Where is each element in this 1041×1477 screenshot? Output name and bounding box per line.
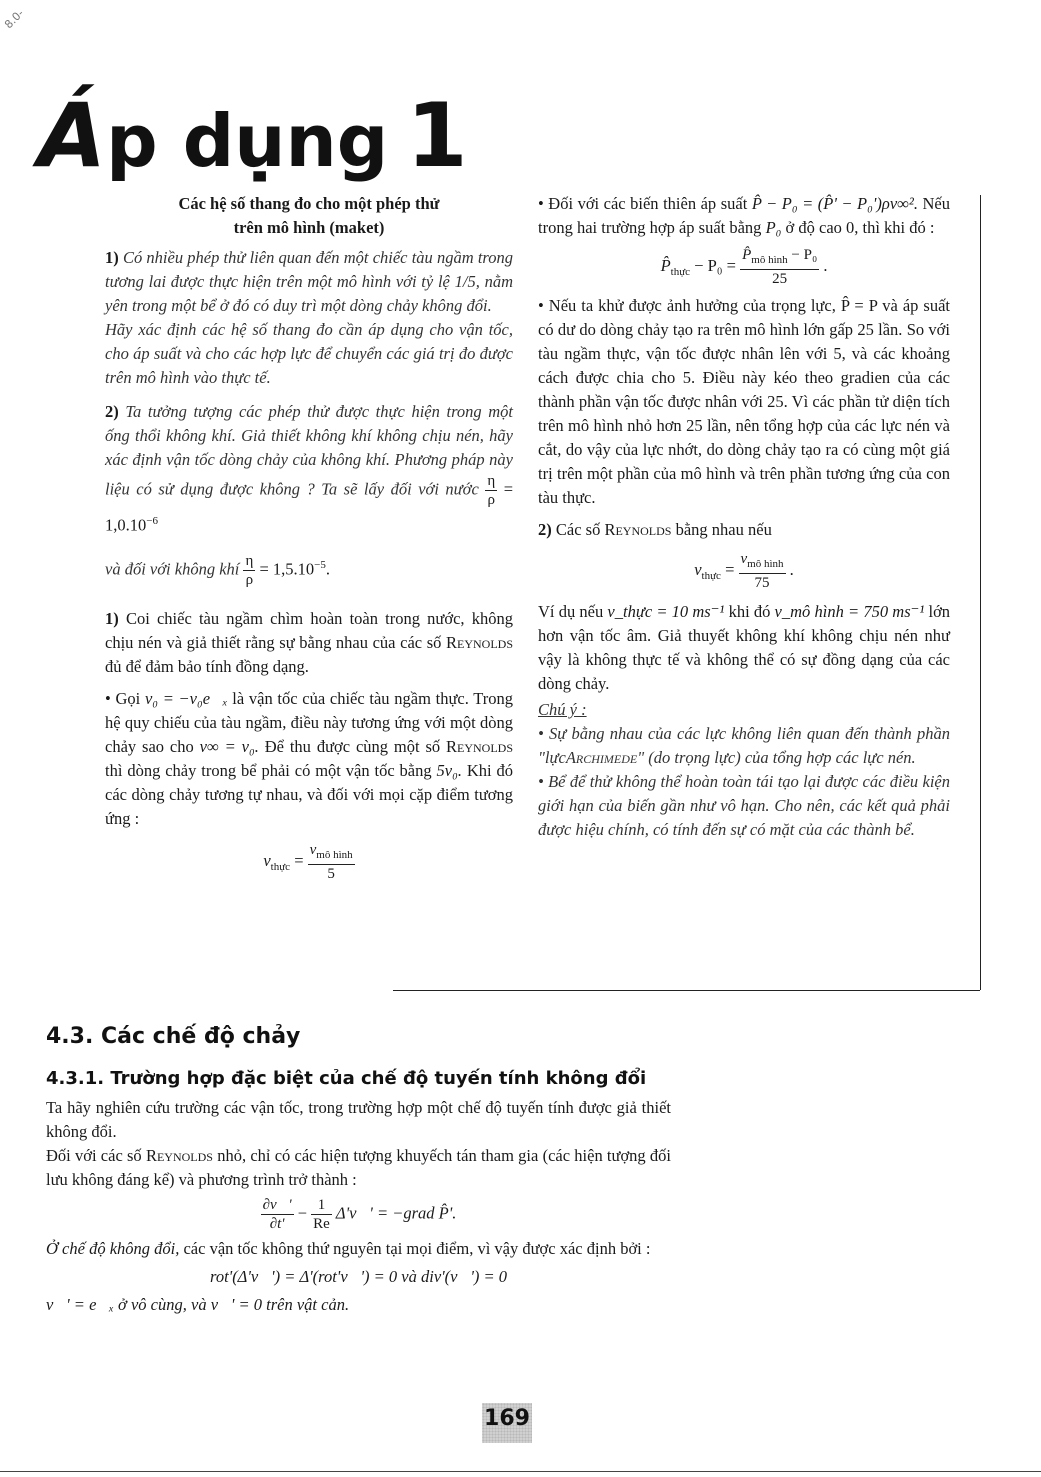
note-2: • Bể để thử không thể hoàn toàn tái tạo lại được các điều kiện giới hạn của biến gần như vô hạn. Cho nên, các kết quả phải được hiệu chính, có tính đến sự có mặt của các thành bể. (538, 772, 950, 839)
box-heading (105, 192, 513, 240)
air-value: = 1,5.10 (259, 558, 315, 578)
box-heading-line1: Các hệ số thang đo cho một phép thử (178, 194, 440, 213)
section-paragraph-3: Ở chế độ không đổi, các vận tốc không thứ nguyên tại mọi điểm, vì vậy được xác định bởi : (46, 1239, 651, 1258)
question-1 (105, 246, 513, 318)
page-title (38, 84, 468, 187)
formula-velocity-ratio: $v_{thực}$ = $\frac{v_{mô hình}}{5}$ (263, 841, 353, 882)
box-heading-line2: trên mô hình (maket) (233, 218, 385, 237)
formula-pressure-ratio: $P̂_{thực} - P_0$ = $\frac{P̂_{mô hình} - P_0}{25}$ . (660, 247, 828, 287)
air-exponent: −5 (314, 558, 326, 571)
eta-rho-fraction-air: $\frac{\eta}{\rho}$ (245, 552, 254, 588)
title-rest: p dụng (106, 99, 389, 183)
box-right-border (980, 195, 981, 990)
air-line: và đối với không khí $\frac{\eta}{\rho}$ = $1,5.10^{-5}$. (105, 552, 330, 588)
answer-2: 2) Các số Reynolds bằng nhau nếu (538, 520, 772, 539)
page-number: 169 (484, 1406, 530, 1431)
formula-velocity-ratio-75: $v_{thực}$ = $\frac{v_{mô hình}}{75}$ . (694, 551, 794, 591)
air-intro: và đối với không khí (105, 558, 240, 578)
boundary-conditions: v⃗' = e⃗ₓ ở vô cùng, và v⃗' = 0 trên vật cản. (46, 1295, 350, 1314)
title-number: 1 (406, 84, 468, 187)
page-bottom-line (0, 1471, 1041, 1472)
answer-1: 1) Coi chiếc tàu ngầm chìm hoàn toàn trong nước, không chịu nén và giả thiết rằng sự bằng nhau của các số Reynolds đủ để đảm bảo tính đồng dạng. (105, 608, 514, 676)
bullet-pressure: • Đối với các biến thiên áp suất P̂ − P₀ = (P̂' − P₀')ρv∞². Nếu trong hai trường hợp áp suất bằng P₀ ở độ cao 0, thì khi đó : (538, 194, 951, 237)
eta-rho-fraction-water: $\frac{\eta}{\rho}$ (487, 473, 496, 508)
example-paragraph: Ví dụ nếu v_thực = 10 ms⁻¹ khi đó v_mô hình = 750 ms⁻¹ lớn hơn vận tốc âm. Giả thuyết không khí không chịu nén như vậy là không thực tế và không thể có sự đồng dạng của các dòng chảy. (538, 602, 951, 693)
question-1-text2: Hãy xác định các hệ số thang đo cần áp dụng cho vận tốc, cho áp suất và cho các hợp lực để chuyển các giá trị đo được trên mô hình vào thực tế. (105, 320, 513, 387)
box-right-column (538, 192, 950, 842)
answer-1-number: 1) (105, 608, 119, 628)
box-left-column (105, 192, 513, 887)
water-value: = 1,0.10 (105, 479, 514, 535)
subsection-heading: 4.3.1. Trường hợp đặc biệt của chế độ tuyến tính không đổi (46, 1068, 647, 1089)
section-body (46, 1096, 671, 1317)
box-bottom-border (393, 990, 980, 991)
question-1-text: Có nhiều phép thử liên quan đến một chiếc tàu ngầm trong tương lai được thực hiện trên một mô hình với tỷ lệ 1/5, nằm yên trong một bể ở đó có duy trì một dòng chảy không đổi. (105, 248, 513, 315)
note-title: Chú ý : (538, 700, 587, 719)
reynolds-name: Reynolds (446, 632, 514, 652)
question-2-text: Ta tưởng tượng các phép thử được thực hiện trong một ống thổi không khí. Giả thiết không khí không chịu nén, hãy xác định vận tốc dòng chảy của không khí. Phương pháp này liệu có sử dụng được không ? Ta sẽ lấy đối với nước (105, 402, 514, 499)
note-1: • Sự bằng nhau của các lực không liên quan đến thành phần "lựcArchimede" (do trọng lực) của tổng hợp các lực nén. (538, 724, 950, 767)
equation-stokes: $\frac{\partial v⃗'}{\partial t'}$ − $\frac{1}{Re}$ Δ'v⃗' = −grad P̂'. (262, 1197, 457, 1232)
bullet-gravity: • Nếu ta khử được ảnh hưởng của trọng lực, P̂ = P và áp suất có dư do dòng chảy tạo ra trên mô hình lớn gấp 25 lần. So với tàu ngầm thực, vận tốc được nhân lên với 5, và các khoảng cách được chia cho 5. Điều này kéo theo gradien của các thành phần vận tốc được nhân với 25. Vì các phần tử diện tích trên mô hình nhỏ hơn 25 lần, nên tổng hợp của các lực nén và cắt, do vậy của lực nhớt, do dòng chảy tạo ra có cùng một giá trị trên một phần của mô hình và trên phần tương ứng của con tàu thực. (538, 296, 950, 507)
question-2-number: 2) (105, 402, 119, 421)
bullet-velocity: • Gọi v₀ = −v₀e⃗ₓ là vận tốc của chiếc tàu ngầm thực. Trong hệ quy chiếu của tàu ngầm, điều này tương ứng với một dòng chảy sao cho v∞ = v₀. Để thu được cùng một số Reynolds thì dòng chảy trong bể phải có một vận tốc bằng 5v₀. Khi đó các dòng chảy tương tự nhau, và đối với mọi cặp điểm tương ứng : (105, 688, 514, 828)
section-paragraph-1: Ta hãy nghiên cứu trường các vận tốc, trong trường hợp một chế độ tuyến tính được giả thiết không đổi. (46, 1098, 671, 1141)
question-1-number: 1) (105, 248, 119, 267)
section-paragraph-2: Đối với các số Reynolds nhỏ, chỉ có các hiện tượng khuyếch tán tham gia (các hiện tượng đối lưu không đáng kể) và phương trình trở thành : (46, 1146, 672, 1189)
section-heading: 4.3. Các chế độ chảy (46, 1024, 301, 1049)
equation-rot-div: rot'(Δ'v⃗') = Δ'(rot'v⃗') = 0 và div'(v⃗') = 0 (210, 1267, 507, 1286)
corner-mark: 8.0- (2, 6, 27, 32)
water-exponent: −6 (146, 515, 158, 527)
title-first-letter: Á (38, 84, 107, 187)
question-2 (105, 400, 513, 538)
